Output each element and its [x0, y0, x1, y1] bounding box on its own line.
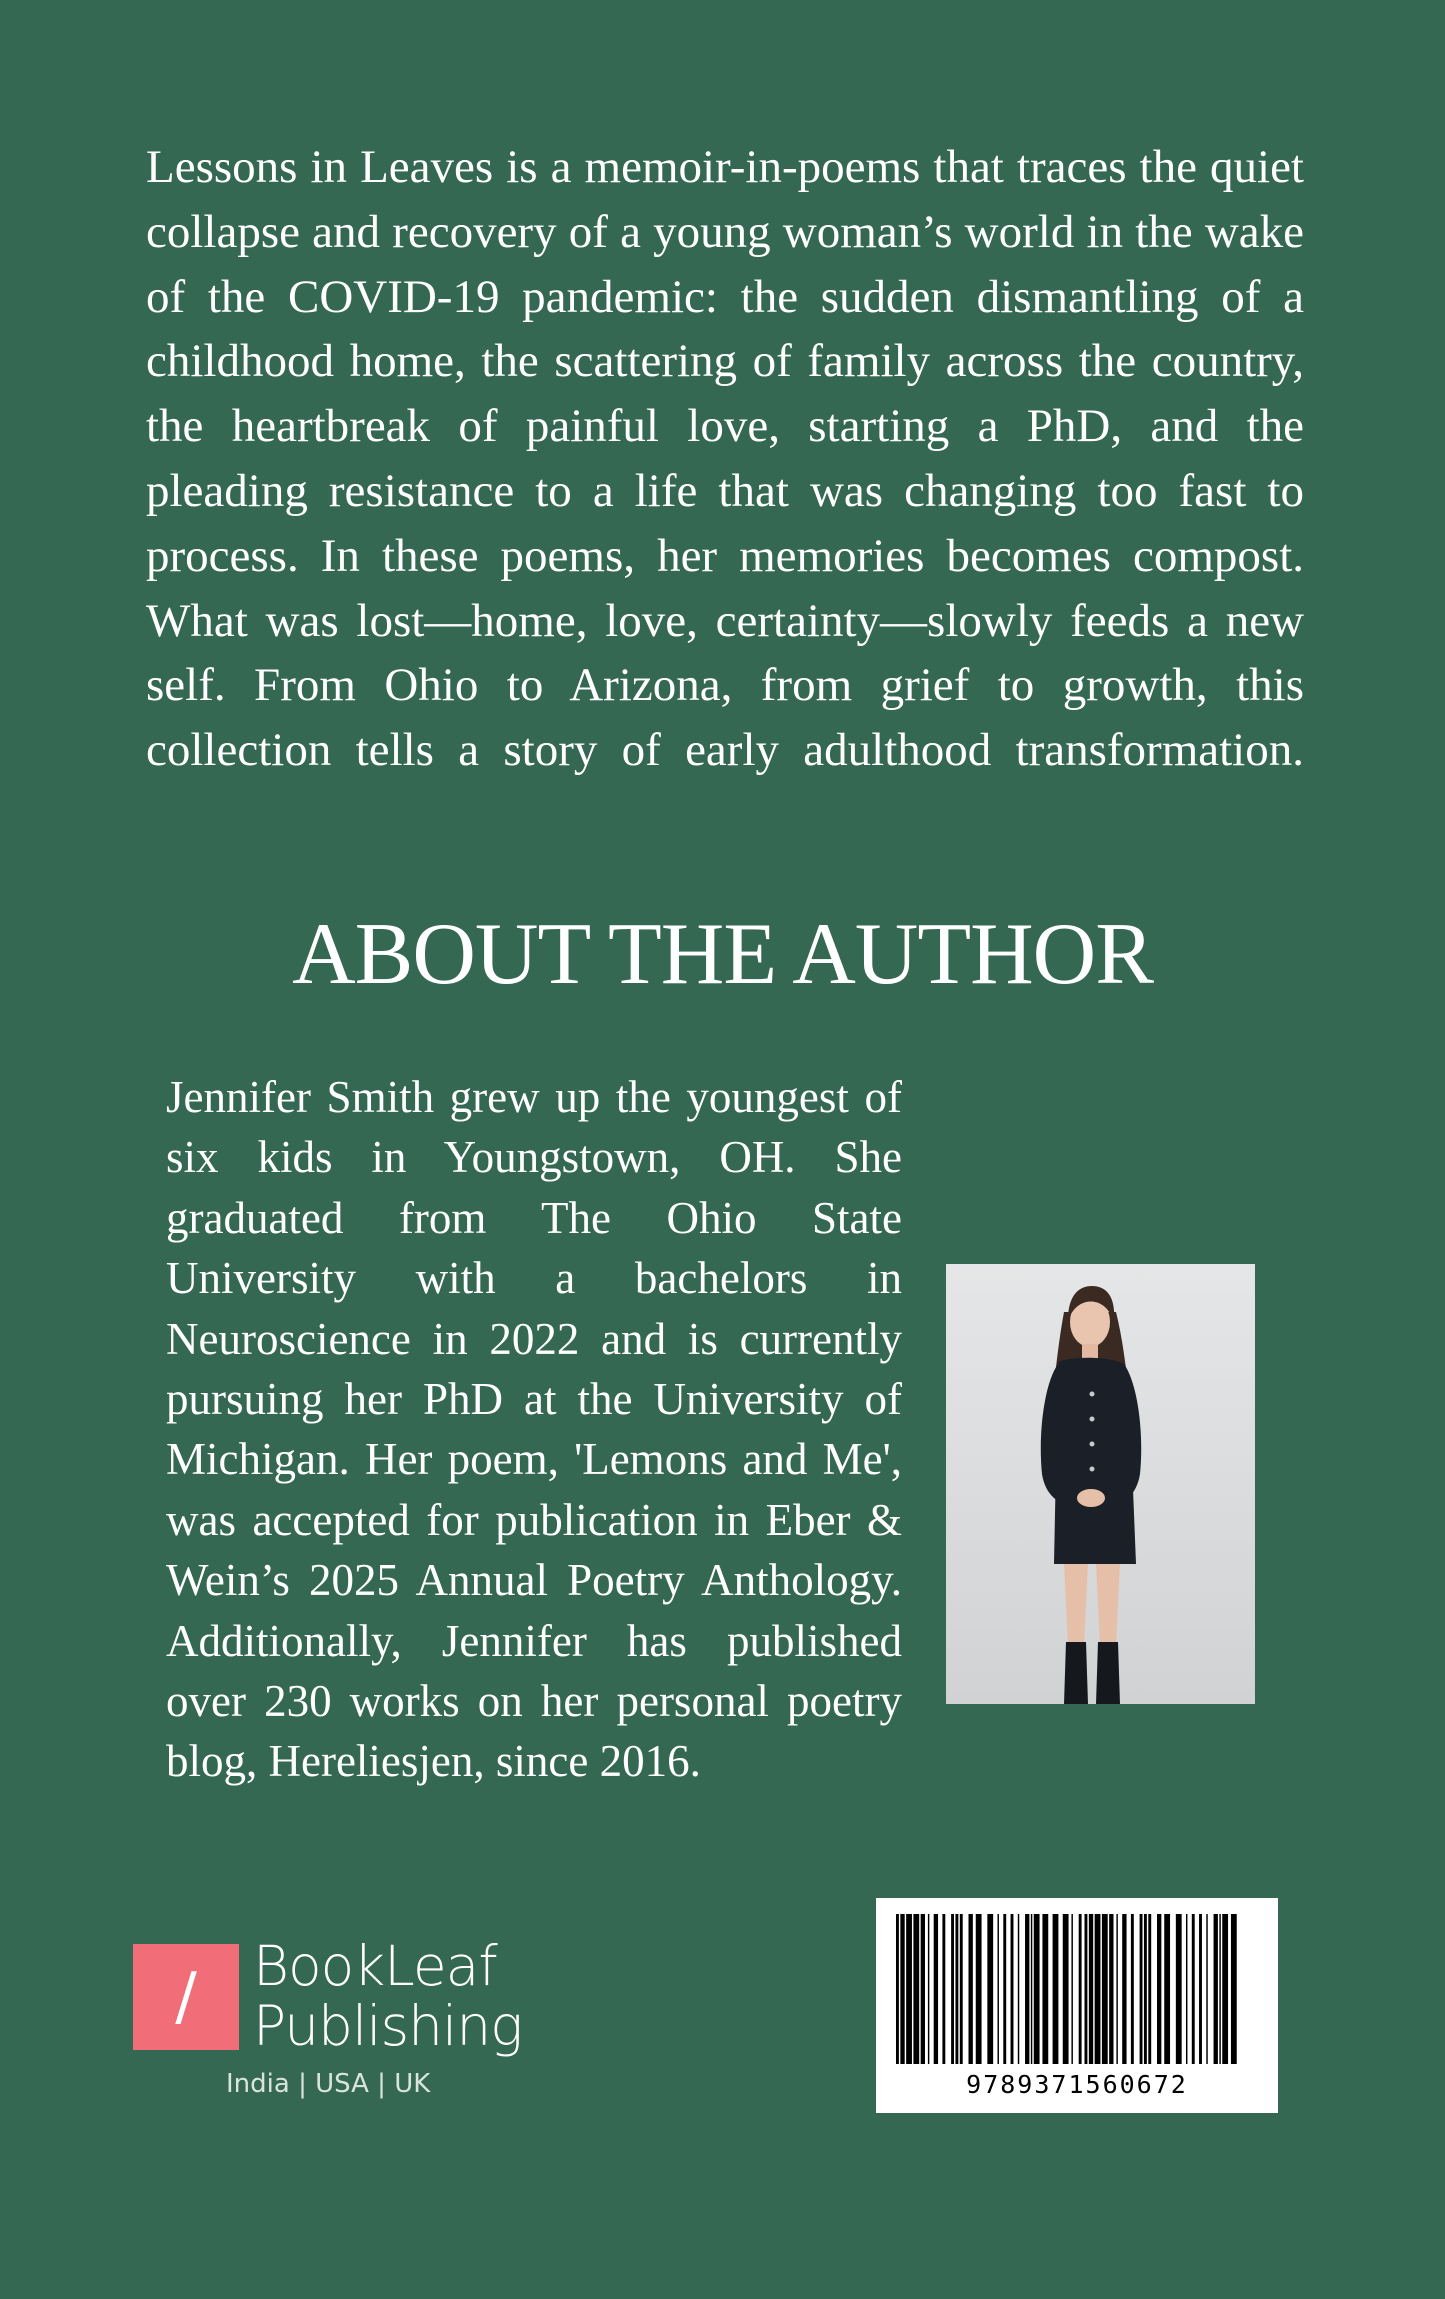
barcode-bar: [1222, 1914, 1228, 2064]
barcode-bar: [896, 1914, 899, 2064]
barcode-bar: [1219, 1914, 1220, 2064]
barcode-bar: [1102, 1914, 1108, 2064]
barcode-bar: [1018, 1914, 1019, 2064]
barcode-bar: [1053, 1914, 1059, 2064]
isbn-barcode: [876, 1898, 1278, 2113]
publisher-regions: India | USA | UK: [226, 2069, 431, 2099]
barcode-bar: [998, 1914, 999, 2064]
barcode-bar: [1231, 1914, 1237, 2064]
barcode-bar: [976, 1914, 982, 2064]
barcode-bar: [1003, 1914, 1006, 2064]
barcode-bar: [1063, 1914, 1069, 2064]
publisher-logo: [133, 1934, 553, 2114]
barcode-bar: [1095, 1914, 1101, 2064]
barcode-bar: [1079, 1914, 1082, 2064]
publisher-logo-mark: [133, 1944, 239, 2050]
author-photo: [946, 1264, 1255, 1704]
barcode-bar: [900, 1914, 904, 2064]
barcode-bar: [906, 1914, 912, 2064]
barcode-bar: [934, 1914, 938, 2064]
barcode-bar: [1164, 1914, 1170, 2064]
barcode-bar: [1089, 1914, 1093, 2064]
isbn-number: 9789371560672: [966, 2070, 1188, 2099]
about-the-author-heading: ABOUT THE AUTHOR: [292, 906, 1153, 1003]
publisher-name-line1: BookLeaf: [253, 1934, 497, 1998]
barcode-bar: [913, 1914, 919, 2064]
barcode-bar: [969, 1914, 973, 2064]
barcode-bar: [942, 1914, 945, 2064]
barcode-bar: [1206, 1914, 1207, 2064]
barcode-bar: [1140, 1914, 1143, 2064]
barcode-bar: [1186, 1914, 1187, 2064]
book-blurb: Lessons in Leaves is a memoir-in-poems that traces the quiet collapse and recovery of a young woman’s world in the wake of the COVID-19 pandemic: the sudden dismantling of a childhood home, the scattering of family across the country, the heartbreak of painful love, starting a PhD, and the pleading resistance to a life that was changing too fast to process. In these poems, her memories becomes compost. What was lost—home, love, certainty—slowly feeds a new self. From Ohio to Arizona, from grief to growth, this collection tells a story of early adulthood transformation.: [146, 141, 1304, 777]
barcode-bar: [1131, 1914, 1134, 2064]
barcode-bar: [955, 1914, 958, 2064]
author-bio: Jennifer Smith grew up the youngest of six kids in Youngstown, OH. She graduated from The Ohio State University with a bachelors in Neuroscience in 2022 and is currently pursuing her PhD at the University of Michigan. Her poem, 'Lemons and Me', was accepted for publication in Eber & Wein’s 2025 Annual Poetry Anthology. Additionally, Jennifer has published over 230 works on her personal poetry blog, Hereliesjen, since 2016.: [166, 1072, 902, 1787]
barcode-bar: [1042, 1914, 1048, 2064]
barcode-bar: [1085, 1914, 1088, 2064]
barcode-bar: [1011, 1914, 1014, 2064]
barcode-bar: [1116, 1914, 1117, 2064]
barcode-bar: [1122, 1914, 1126, 2064]
barcode-bar: [987, 1914, 993, 2064]
slash-icon: /: [175, 1960, 197, 2034]
barcode-bar: [1176, 1914, 1182, 2064]
publisher-name-line2: Publishing: [253, 1994, 523, 2058]
barcode-bar: [1199, 1914, 1202, 2064]
barcode-bar: [1148, 1914, 1151, 2064]
barcode-bar: [1071, 1914, 1072, 2064]
barcode-bar: [1109, 1914, 1113, 2064]
author-portrait-figure: [946, 1264, 1255, 1704]
barcode-bar: [928, 1914, 929, 2064]
barcode-bar: [1157, 1914, 1161, 2064]
barcode-bar: [1214, 1914, 1218, 2064]
barcode-bar: [960, 1914, 963, 2064]
barcode-bar: [951, 1914, 954, 2064]
barcode-bar: [1192, 1914, 1195, 2064]
publisher-name: [253, 1936, 522, 2056]
barcode-bar: [1025, 1914, 1029, 2064]
barcode-bar: [1144, 1914, 1147, 2064]
barcode-bars: [892, 1914, 1262, 2064]
barcode-bar: [1031, 1914, 1032, 2064]
barcode-bar: [1034, 1914, 1040, 2064]
barcode-bar: [921, 1914, 925, 2064]
